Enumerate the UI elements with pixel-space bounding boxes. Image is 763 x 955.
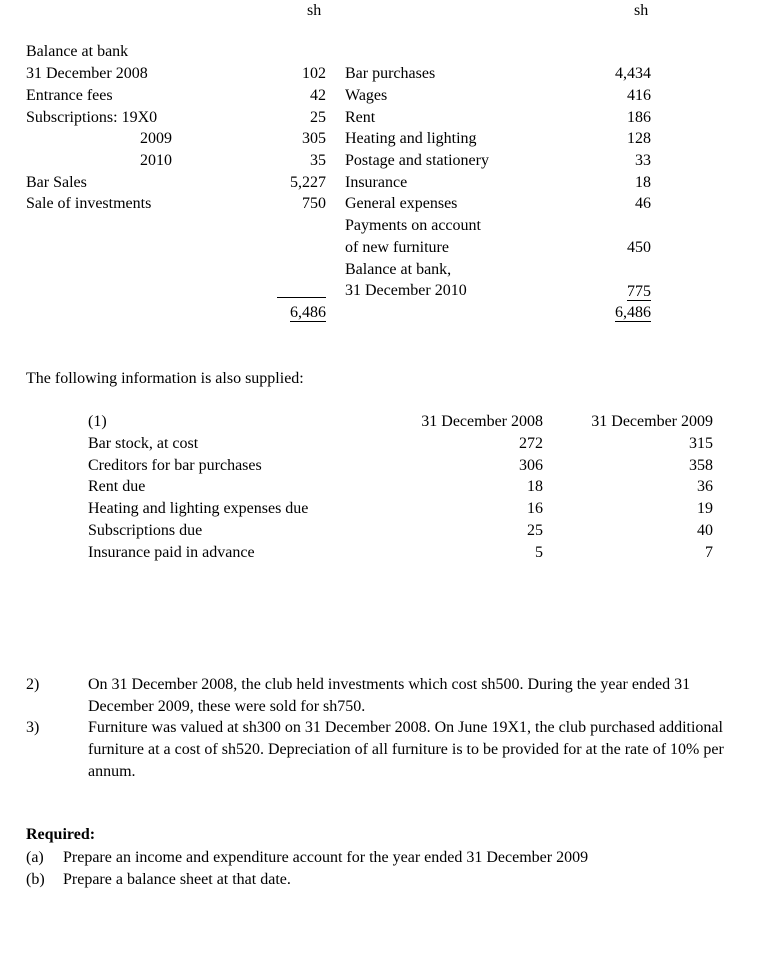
info-row-label: Rent due [88, 478, 146, 495]
required-item-letter: (b) [26, 871, 45, 888]
payment-label: 31 December 2010 [345, 282, 467, 299]
info-value-2008: 25 [527, 522, 543, 539]
total-rule-left [277, 297, 326, 298]
info-col-header-2009: 31 December 2009 [591, 413, 713, 430]
payment-label: Payments on account [345, 217, 481, 234]
total-right: 6,486 [615, 304, 651, 321]
total-left: 6,486 [290, 304, 326, 321]
receipt-label: 2009 [140, 130, 172, 147]
payment-label: Heating and lighting [345, 130, 477, 147]
receipt-label: Subscriptions: 19X0 [26, 109, 158, 126]
receipt-label: Sale of investments [26, 195, 152, 212]
info-value-2009: 7 [705, 544, 713, 561]
info-item-number: (1) [88, 413, 107, 430]
receipt-label: Entrance fees [26, 87, 113, 104]
receipt-amount: 305 [302, 130, 326, 147]
info-value-2009: 19 [697, 500, 713, 517]
receipt-label: Balance at bank [26, 43, 129, 60]
payment-label: Wages [345, 87, 388, 104]
info-row-label: Subscriptions due [88, 522, 203, 539]
payment-amount: 4,434 [615, 65, 651, 82]
info-value-2009: 315 [689, 435, 713, 452]
info-value-2008: 5 [535, 544, 543, 561]
payment-label: Insurance [345, 174, 408, 191]
info-value-2008: 18 [527, 478, 543, 495]
required-heading: Required: [26, 826, 96, 843]
receipt-amount: 35 [310, 152, 326, 169]
payment-label: General expenses [345, 195, 458, 212]
receipt-amount: 750 [302, 195, 326, 212]
info-row-label: Heating and lighting expenses due [88, 500, 309, 517]
receipt-amount: 102 [302, 65, 326, 82]
required-item-letter: (a) [26, 849, 44, 866]
note-text: Furniture was valued at sh300 on 31 December 2008. On June 19X1, the club purchased additional furniture at a cost of sh520. Depreciation of all furniture is to be provided for at the rate of 10% per annum. [88, 719, 724, 780]
note-number: 2) [26, 676, 40, 693]
payment-amount: 46 [635, 195, 651, 212]
payment-label: of new furniture [345, 239, 449, 256]
receipt-label: 2010 [140, 152, 172, 169]
payment-amount: 186 [627, 109, 651, 126]
payment-amount: 18 [635, 174, 651, 191]
required-item-text: Prepare a balance sheet at that date. [63, 871, 291, 888]
receipt-amount: 25 [310, 109, 326, 126]
info-value-2008: 16 [527, 500, 543, 517]
note-text: On 31 December 2008, the club held investments which cost sh500. During the year ended 31 December 2009, these were sold for sh750. [88, 676, 691, 715]
payment-amount: 450 [627, 239, 651, 256]
payment-amount: 33 [635, 152, 651, 169]
receipt-label: Bar Sales [26, 174, 87, 191]
payment-label: Balance at bank, [345, 261, 452, 278]
payment-amount: 416 [627, 87, 651, 104]
info-col-header-2008: 31 December 2008 [421, 413, 543, 430]
info-value-2008: 272 [519, 435, 543, 452]
info-row-label: Insurance paid in advance [88, 544, 255, 561]
note-number: 3) [26, 719, 40, 736]
info-value-2009: 40 [697, 522, 713, 539]
info-value-2009: 358 [689, 457, 713, 474]
currency-header-left: sh [307, 2, 322, 19]
currency-header-right: sh [634, 2, 649, 19]
payment-label: Postage and stationery [345, 152, 489, 169]
info-value-2009: 36 [697, 478, 713, 495]
info-value-2008: 306 [519, 457, 543, 474]
payment-amount: 128 [627, 130, 651, 147]
info-intro: The following information is also supplied: [26, 370, 304, 387]
receipt-amount: 42 [310, 87, 326, 104]
payment-label: Rent [345, 109, 376, 126]
info-row-label: Creditors for bar purchases [88, 457, 262, 474]
info-row-label: Bar stock, at cost [88, 435, 199, 452]
receipt-label: 31 December 2008 [26, 65, 148, 82]
receipt-amount: 5,227 [290, 174, 326, 191]
payment-amount: 775 [627, 283, 651, 300]
payment-label: Bar purchases [345, 65, 436, 82]
required-item-text: Prepare an income and expenditure account for the year ended 31 December 2009 [63, 849, 589, 866]
